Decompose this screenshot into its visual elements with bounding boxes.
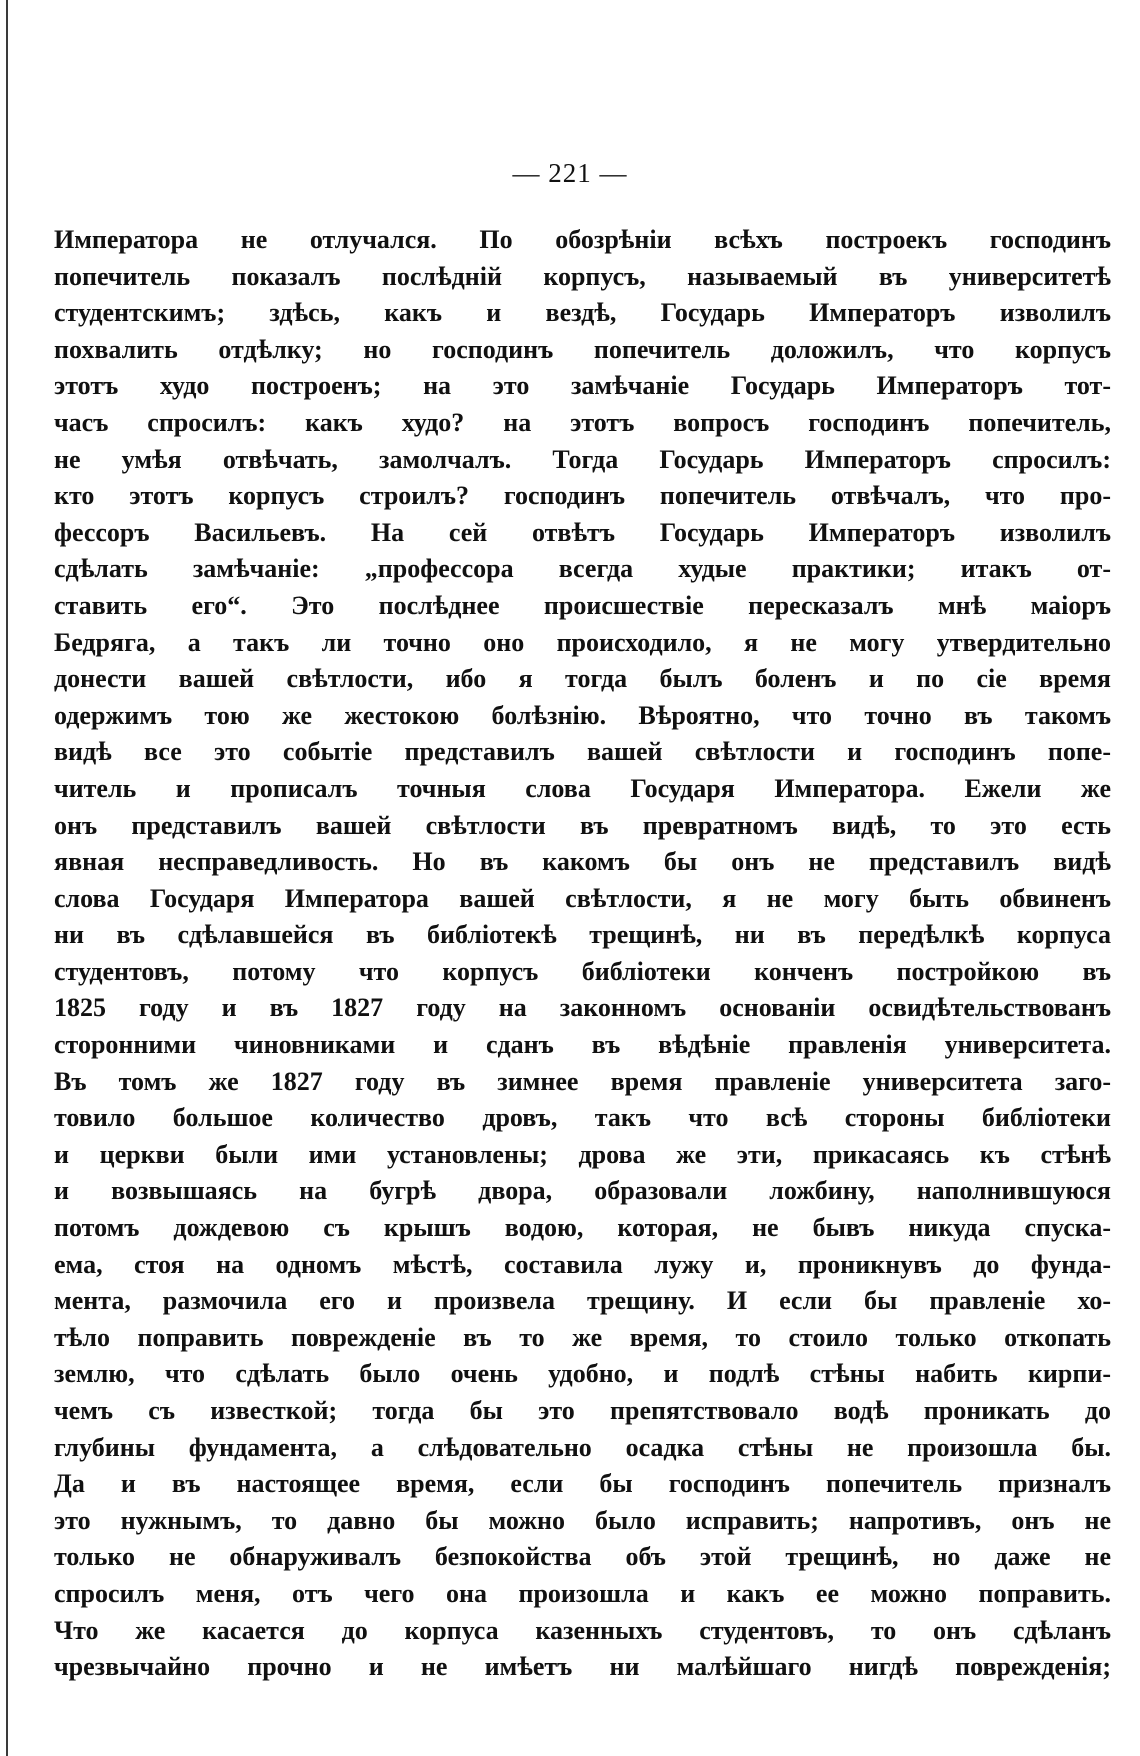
text-line: этотъ худо построенъ; на это замѣчаніе Государь Императоръ тот-: [54, 371, 1111, 401]
text-line: чемъ съ известкой; тогда бы это препятствовало водѣ проникать до: [54, 1396, 1111, 1425]
text-line: сдѣлать замѣчаніе: „профессора всегда худые практики; итакъ от-: [54, 554, 1111, 584]
text-line: и возвышаясь на бугрѣ двора, образовали ложбину, наполнившуюся: [54, 1176, 1111, 1206]
page-number: — 221 —: [512, 158, 628, 188]
text-line: Да и въ настоящее время, если бы господинъ попечитель призналъ: [54, 1469, 1111, 1499]
text-line: студентовъ, потому что корпусъ библіотеки конченъ постройкою въ: [54, 956, 1111, 986]
text-line: потомъ дождевою съ крышъ водою, которая, не бывъ никуда спуска-: [54, 1213, 1111, 1243]
text-line: ема, стоя на одномъ мѣстѣ, составила лужу и, проникнувъ до фунда-: [54, 1249, 1111, 1279]
text-line: глубины фундамента, а слѣдовательно осадка стѣны не произошла бы.: [54, 1432, 1111, 1462]
text-line: Въ томъ же 1827 году въ зимнее время правленіе университета заго-: [54, 1066, 1111, 1096]
text-line: Императора не отлучался. По обозрѣніи всѣхъ построекъ господинъ: [54, 225, 1111, 254]
text-line: сторонними чиновниками и сданъ въ вѣдѣніе правленія университета.: [54, 1030, 1111, 1060]
text-line: и церкви были ими установлены; дрова же эти, прикасаясь къ стѣнѣ: [54, 1139, 1111, 1169]
text-line: мента, размочила его и произвела трещину. И если бы правленіе хо-: [54, 1286, 1111, 1316]
text-line: ни въ сдѣлавшейся въ библіотекѣ трещинѣ, ни въ передѣлкѣ корпуса: [54, 920, 1111, 950]
text-line: студентскимъ; здѣсь, какъ и вездѣ, Государь Императоръ изволилъ: [54, 298, 1111, 328]
text-line: спросилъ меня, отъ чего она произошла и какъ ее можно поправить.: [54, 1578, 1111, 1608]
text-line: 1825 году и въ 1827 году на законномъ основаніи освидѣтельствованъ: [54, 993, 1111, 1023]
text-line: одержимъ тою же жестокою болѣзнію. Вѣроятно, что точно въ такомъ: [54, 700, 1111, 730]
text-line: Бедряга, а такъ ли точно оно происходило, я не могу утвердительно: [54, 627, 1111, 657]
text-line: чрезвычайно прочно и не имѣетъ ни малѣйшаго нигдѣ поврежденія;: [54, 1652, 1111, 1682]
text-line: слова Государя Императора вашей свѣтлости, я не могу быть обвиненъ: [54, 883, 1111, 913]
text-line: похвалить отдѣлку; но господинъ попечитель доложилъ, что корпусъ: [54, 334, 1111, 364]
text-line: ставить его“. Это послѣднее происшествіе пересказалъ мнѣ маіоръ: [54, 590, 1111, 620]
body-text: [54, 222, 1111, 1686]
text-line: попечитель показалъ послѣдній корпусъ, называемый въ университетѣ: [54, 261, 1111, 291]
text-line: видѣ все это событіе представилъ вашей свѣтлости и господинъ попе-: [54, 737, 1111, 767]
text-line: онъ представилъ вашей свѣтлости въ превратномъ видѣ, то это есть: [54, 810, 1111, 840]
text-line: донести вашей свѣтлости, ибо я тогда былъ боленъ и по сіе время: [54, 664, 1111, 694]
text-line: только не обнаруживалъ безпокойства объ этой трещинѣ, но даже не: [54, 1542, 1111, 1572]
text-line: Что же касается до корпуса казенныхъ студентовъ, то онъ сдѣланъ: [54, 1615, 1111, 1645]
text-line: товило большое количество дровъ, такъ что всѣ стороны библіотеки: [54, 1103, 1111, 1133]
text-line: тѣло поправить поврежденіе въ то же время, то стоило только откопать: [54, 1322, 1111, 1352]
text-line: землю, что сдѣлать было очень удобно, и подлѣ стѣны набить кирпи-: [54, 1359, 1111, 1389]
text-line: фессоръ Васильевъ. На сей отвѣтъ Государь Императоръ изволилъ: [54, 517, 1111, 547]
text-line: это нужнымъ, то давно бы можно было исправить; напротивъ, онъ не: [54, 1505, 1111, 1535]
text-line: читель и прописалъ точныя слова Государя Императора. Ежели же: [54, 773, 1111, 803]
text-line: не умѣя отвѣчать, замолчалъ. Тогда Государь Императоръ спросилъ:: [54, 444, 1111, 474]
page-edge-rule: [6, 0, 8, 1756]
text-line: кто этотъ корпусъ строилъ? господинъ попечитель отвѣчалъ, что про-: [54, 481, 1111, 511]
text-line: часъ спросилъ: какъ худо? на этотъ вопросъ господинъ попечитель,: [54, 407, 1111, 437]
text-line: явная несправедливость. Но въ какомъ бы онъ не представилъ видѣ: [54, 847, 1111, 877]
